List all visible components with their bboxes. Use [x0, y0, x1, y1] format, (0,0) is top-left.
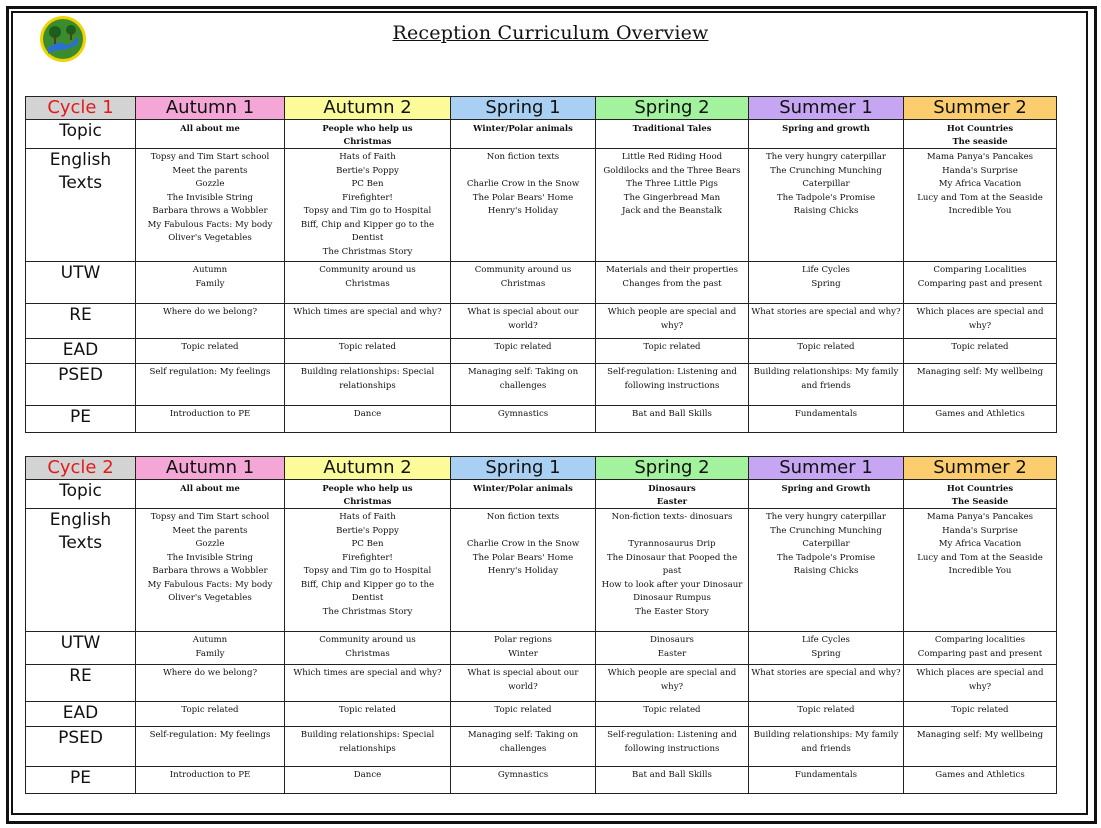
utw-cell: Community around us Christmas: [285, 632, 451, 665]
pe-cell: Dance: [285, 767, 451, 794]
row-label-pe: PE: [26, 406, 136, 433]
psed-cell: Building relationships: My family and friends: [749, 364, 904, 406]
ead-row: [26, 702, 1057, 727]
psed-cell: Building relationships: Special relationships: [285, 364, 451, 406]
row-label-english-texts: English Texts: [26, 149, 136, 262]
row-label-pe: PE: [26, 767, 136, 794]
pe-cell: Games and Athletics: [904, 767, 1057, 794]
topic-cell: All about me: [136, 480, 285, 509]
utw-cell: Polar regions Winter: [451, 632, 596, 665]
row-label-ead: EAD: [26, 339, 136, 364]
ead-cell: Topic related: [136, 339, 285, 364]
ead-cell: Topic related: [749, 339, 904, 364]
topic-cell: Dinosaurs Easter: [596, 480, 749, 509]
term-header-summer-1: Summer 1: [749, 457, 904, 480]
topic-cell: Winter/Polar animals: [451, 120, 596, 149]
row-label-ead: EAD: [26, 702, 136, 727]
ead-cell: Topic related: [451, 339, 596, 364]
row-label-re: RE: [26, 304, 136, 339]
utw-cell: Autumn Family: [136, 632, 285, 665]
topic-cell: Traditional Tales: [596, 120, 749, 149]
re-cell: What stories are special and why?: [749, 304, 904, 339]
term-header-summer-1: Summer 1: [749, 97, 904, 120]
cycle-1-table: [25, 96, 1057, 433]
english-texts-cell: Hats of Faith Bertie's Poppy PC Ben Firefighter! Topsy and Tim go to Hospital Biff, Chip and Kipper go to the Dentist The Christmas Story: [285, 149, 451, 262]
re-cell: What stories are special and why?: [749, 665, 904, 702]
pe-cell: Introduction to PE: [136, 767, 285, 794]
english-texts-cell: Mama Panya's Pancakes Handa's Surprise My Africa Vacation Lucy and Tom at the Seaside Incredible You: [904, 149, 1057, 262]
row-label-topic: Topic: [26, 120, 136, 149]
ead-cell: Topic related: [136, 702, 285, 727]
utw-cell: Community around us Christmas: [451, 262, 596, 304]
utw-cell: Materials and their properties Changes from the past: [596, 262, 749, 304]
utw-cell: Dinosaurs Easter: [596, 632, 749, 665]
psed-row: [26, 727, 1057, 767]
row-label-english-texts: English Texts: [26, 509, 136, 632]
topic-cell: All about me: [136, 120, 285, 149]
pe-cell: Gymnastics: [451, 406, 596, 433]
pe-cell: Dance: [285, 406, 451, 433]
pe-row: [26, 767, 1057, 794]
pe-cell: Introduction to PE: [136, 406, 285, 433]
topic-cell: People who help us Christmas: [285, 480, 451, 509]
term-header-autumn-2: Autumn 2: [285, 457, 451, 480]
re-cell: Which places are special and why?: [904, 304, 1057, 339]
pe-cell: Games and Athletics: [904, 406, 1057, 433]
term-header-row: [26, 97, 1057, 120]
cycle-label: Cycle 1: [26, 97, 136, 120]
pe-cell: Fundamentals: [749, 767, 904, 794]
re-cell: Where do we belong?: [136, 304, 285, 339]
ead-cell: Topic related: [285, 339, 451, 364]
re-row: [26, 665, 1057, 702]
utw-row: [26, 632, 1057, 665]
term-header-autumn-1: Autumn 1: [136, 457, 285, 480]
topic-row: [26, 480, 1057, 509]
row-label-utw: UTW: [26, 262, 136, 304]
english-texts-cell: The very hungry caterpillar The Crunching Munching Caterpillar The Tadpole's Promise Raising Chicks: [749, 509, 904, 632]
row-label-psed: PSED: [26, 364, 136, 406]
psed-cell: Self-regulation: Listening and following instructions: [596, 364, 749, 406]
ead-row: [26, 339, 1057, 364]
ead-cell: Topic related: [596, 702, 749, 727]
english-texts-cell: Mama Panya's Pancakes Handa's Surprise My Africa Vacation Lucy and Tom at the Seaside Incredible You: [904, 509, 1057, 632]
re-cell: What is special about our world?: [451, 665, 596, 702]
cycle-label: Cycle 2: [26, 457, 136, 480]
psed-row: [26, 364, 1057, 406]
utw-cell: Community around us Christmas: [285, 262, 451, 304]
row-label-re: RE: [26, 665, 136, 702]
term-header-summer-2: Summer 2: [904, 97, 1057, 120]
psed-cell: Managing self: My wellbeing: [904, 364, 1057, 406]
english-texts-cell: Little Red Riding Hood Goldilocks and the Three Bears The Three Little Pigs The Gingerbread Man Jack and the Beanstalk: [596, 149, 749, 262]
psed-cell: Self-regulation: Listening and following instructions: [596, 727, 749, 767]
pe-cell: Gymnastics: [451, 767, 596, 794]
term-header-spring-1: Spring 1: [451, 457, 596, 480]
re-row: [26, 304, 1057, 339]
topic-cell: Hot Countries The Seaside: [904, 480, 1057, 509]
english-texts-row: [26, 149, 1057, 262]
term-header-autumn-2: Autumn 2: [285, 97, 451, 120]
english-texts-row: [26, 509, 1057, 632]
psed-cell: Managing self: Taking on challenges: [451, 727, 596, 767]
term-header-autumn-1: Autumn 1: [136, 97, 285, 120]
topic-cell: Winter/Polar animals: [451, 480, 596, 509]
english-texts-cell: Non fiction texts Charlie Crow in the Snow The Polar Bears' Home Henry's Holiday: [451, 509, 596, 632]
re-cell: Which times are special and why?: [285, 304, 451, 339]
pe-cell: Bat and Ball Skills: [596, 767, 749, 794]
re-cell: Which times are special and why?: [285, 665, 451, 702]
re-cell: Where do we belong?: [136, 665, 285, 702]
topic-cell: People who help us Christmas: [285, 120, 451, 149]
psed-cell: Self-regulation: My feelings: [136, 727, 285, 767]
cycle-2-table: [25, 456, 1057, 794]
utw-cell: Comparing localities Comparing past and present: [904, 632, 1057, 665]
term-header-summer-2: Summer 2: [904, 457, 1057, 480]
term-header-spring-2: Spring 2: [596, 457, 749, 480]
topic-cell: Hot Countries The seaside: [904, 120, 1057, 149]
page-title: Reception Curriculum Overview: [392, 22, 709, 44]
pe-cell: Fundamentals: [749, 406, 904, 433]
pe-row: [26, 406, 1057, 433]
english-texts-cell: Non fiction texts Charlie Crow in the Snow The Polar Bears' Home Henry's Holiday: [451, 149, 596, 262]
term-header-spring-1: Spring 1: [451, 97, 596, 120]
utw-cell: Life Cycles Spring: [749, 262, 904, 304]
term-header-row: [26, 457, 1057, 480]
ead-cell: Topic related: [451, 702, 596, 727]
re-cell: Which people are special and why?: [596, 304, 749, 339]
utw-row: [26, 262, 1057, 304]
ead-cell: Topic related: [596, 339, 749, 364]
term-header-spring-2: Spring 2: [596, 97, 749, 120]
ead-cell: Topic related: [285, 702, 451, 727]
english-texts-cell: The very hungry caterpillar The Crunching Munching Caterpillar The Tadpole's Promise Raising Chicks: [749, 149, 904, 262]
pe-cell: Bat and Ball Skills: [596, 406, 749, 433]
english-texts-cell: Topsy and Tim Start school Meet the parents Gozzle The Invisible String Barbara throws a Wobbler My Fabulous Facts: My body Oliver's Vegetables: [136, 149, 285, 262]
topic-cell: Spring and growth: [749, 120, 904, 149]
english-texts-cell: Hats of Faith Bertie's Poppy PC Ben Firefighter! Topsy and Tim go to Hospital Biff, Chip and Kipper go to the Dentist The Christmas Story: [285, 509, 451, 632]
psed-cell: Building relationships: My family and friends: [749, 727, 904, 767]
english-texts-cell: Non-fiction texts- dinosuars Tyrannosaurus Drip The Dinosaur that Pooped the past How to look after your Dinosaur Dinosaur Rumpus The Easter Story: [596, 509, 749, 632]
re-cell: What is special about our world?: [451, 304, 596, 339]
utw-cell: Comparing Localities Comparing past and present: [904, 262, 1057, 304]
utw-cell: Life Cycles Spring: [749, 632, 904, 665]
ead-cell: Topic related: [904, 339, 1057, 364]
psed-cell: Managing self: My wellbeing: [904, 727, 1057, 767]
topic-row: [26, 120, 1057, 149]
english-texts-cell: Topsy and Tim Start school Meet the parents Gozzle The Invisible String Barbara throws a Wobbler My Fabulous Facts: My body Oliver's Vegetables: [136, 509, 285, 632]
psed-cell: Self regulation: My feelings: [136, 364, 285, 406]
utw-cell: Autumn Family: [136, 262, 285, 304]
ead-cell: Topic related: [749, 702, 904, 727]
row-label-topic: Topic: [26, 480, 136, 509]
re-cell: Which places are special and why?: [904, 665, 1057, 702]
re-cell: Which people are special and why?: [596, 665, 749, 702]
topic-cell: Spring and Growth: [749, 480, 904, 509]
psed-cell: Building relationships: Special relationships: [285, 727, 451, 767]
row-label-psed: PSED: [26, 727, 136, 767]
row-label-utw: UTW: [26, 632, 136, 665]
psed-cell: Managing self: Taking on challenges: [451, 364, 596, 406]
ead-cell: Topic related: [904, 702, 1057, 727]
